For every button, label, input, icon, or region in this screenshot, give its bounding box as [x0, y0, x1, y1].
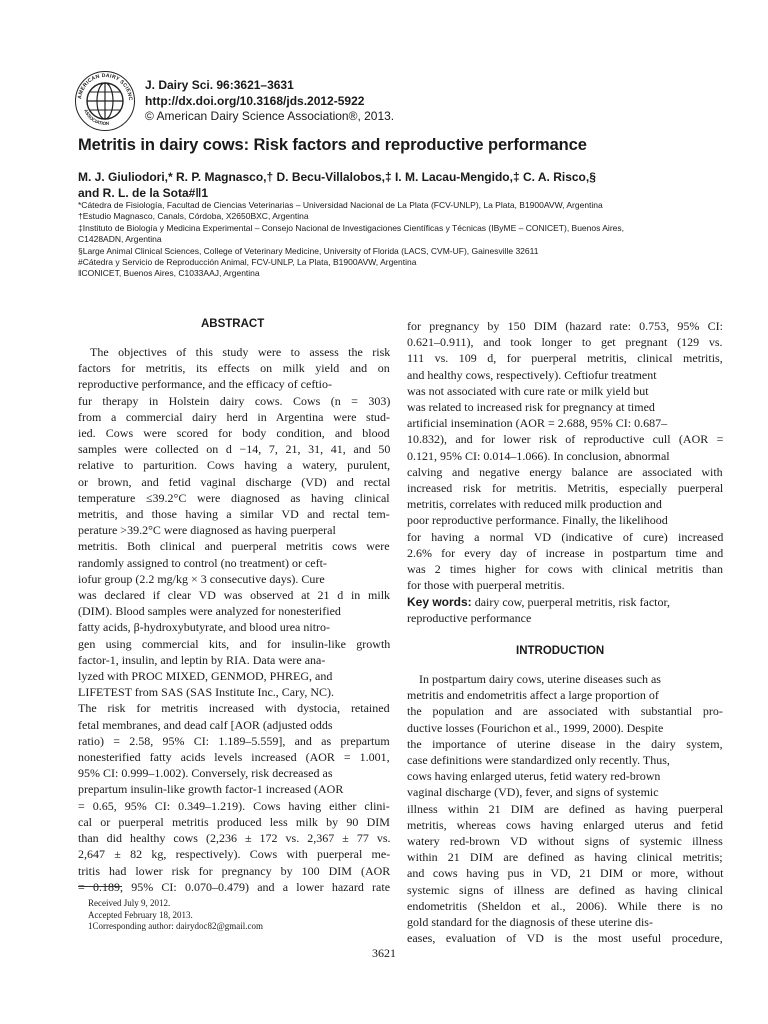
text-line: ductive losses (Fourichon et al., 1999, 2000). Despite [407, 720, 664, 735]
svg-text:ASSOCIATION: ASSOCIATION [83, 108, 110, 127]
keywords-line [407, 594, 723, 610]
svg-text:AMERICAN DAIRY SCIENCE: AMERICAN DAIRY SCIENC [77, 72, 134, 102]
affiliation-line: C1428ADN, Argentina [78, 234, 162, 245]
abstract-heading: ABSTRACT [201, 318, 265, 330]
copyright-notice: © American Dairy Science Association®, 2013. [145, 109, 395, 123]
text-line: 2.6% for every day of increase in postpartum time and [407, 545, 724, 560]
text-line: 0.121, 95% CI: 0.014–1.066). In conclusion, abnormal [407, 448, 670, 463]
text-line: In postpartum dairy cows, uterine diseases such as [419, 672, 661, 686]
journal-header [145, 78, 394, 125]
text-line: iofur group (2.2 mg/kg × 3 consecutive days). Cure [78, 571, 325, 586]
text-line: metritis, whereas cows having enlarged uterus and fetid [407, 817, 724, 832]
text-line: for having a normal VD (indicative of cure) increased [407, 529, 724, 544]
received-date: Received July 9, 2012. [88, 898, 171, 908]
text-line: systemic signs of illness are defined as having clinical [407, 882, 723, 897]
author-list [78, 169, 638, 201]
text-line: factors for metritis, its effects on milk yield and on [78, 361, 390, 376]
text-line: 2,647 ± 82 kg, respectively). Cows with puerperal me- [78, 847, 391, 862]
author-line: and R. L. de la Sota#ǁ1 [78, 186, 209, 200]
affiliation-line: §Large Animal Clinical Sciences, College of Veterinary Medicine, University of Florida (LACS, CVM-UF), Gainesville 32611 [78, 245, 539, 256]
text-line: case definitions were standardized only recently. Thus, [407, 753, 670, 768]
introduction-heading: INTRODUCTION [516, 645, 605, 657]
text-line: lyzed with PROC MIXED, GENMOD, PHREG, and [78, 669, 333, 684]
affiliation-line: ‡Instituto de Biología y Medicina Experimental – Consejo Nacional de Investigaciones Científicas y Técnicas (IByME – CONICET), Buenos Aires, [78, 222, 624, 233]
doi-link[interactable]: http://dx.doi.org/10.3168/jds.2012-5922 [145, 93, 365, 108]
text-line: reproductive performance, and the efficacy of ceftio- [78, 377, 332, 392]
text-line: the population and are associated with substantial pro- [407, 704, 723, 719]
text-line: randomly assigned to control (no treatment) or ceft- [78, 555, 327, 570]
author-line: M. J. Giuliodori,* R. P. Magnasco,† D. Becu-Villalobos,‡ I. M. Lacau-Mengido,‡ C. A. Risco,§ [78, 170, 596, 184]
affiliation-line: #Cátedra y Servicio de Reproducción Animal, FCV-UNLP, La Plata, B1900AVW, Argentina [78, 257, 417, 268]
text-line: from a commercial dairy herd in Argentina were stud- [78, 409, 391, 424]
text-line: the importance of uterine disease in the dairy system, [407, 736, 723, 751]
affiliation-line: ǁCONICET, Buenos Aires, C1033AAJ, Argentina [78, 268, 260, 279]
text-line: 111 vs. 109 d, for puerperal metritis, clinical metritis, [407, 351, 723, 366]
text-line: metritis and endometritis affect a large proportion of [407, 688, 659, 703]
text-line: = 0.65, 95% CI: 0.349–1.219). Cows having either clini- [78, 798, 390, 813]
text-line: was 2 times higher for cows with clinical metritis than [407, 562, 723, 577]
footnote-rule [78, 886, 122, 887]
text-line: = 0.189, 95% CI: 0.070–0.479) and a lower hazard rate [78, 879, 391, 894]
abstract-left-column [78, 344, 390, 895]
text-line: and healthy cows, respectively). Ceftiofur treatment [407, 367, 657, 382]
text-line: gen using commercial kits, and for insulin-like growth [78, 636, 391, 651]
text-line: metritis, correlates with reduced milk production and [407, 497, 662, 512]
text-line: gold standard for the diagnosis of these uterine dis- [407, 915, 653, 930]
journal-citation: J. Dairy Sci. 96:3621–3631 [145, 78, 294, 92]
text-line: samples were collected on d −14, 7, 21, 31, 41, and 50 [78, 442, 391, 457]
text-line: nonesterified fatty acids levels increased (AOR = 1.001, [78, 750, 390, 765]
keywords [407, 594, 723, 626]
text-line: perature >39.2°C were diagnosed as having puerperal [78, 523, 336, 538]
text-line: cows having enlarged uterus, fetid watery red-brown [407, 769, 661, 784]
text-line: or brown, and fetid vaginal discharge (VD) and rectal [78, 474, 391, 489]
text-line: metritis, and those having a similar VD and rectal tem- [78, 507, 390, 522]
text-line: than did healthy cows (2,236 ± 172 vs. 2,367 ± 77 vs. [78, 831, 391, 846]
text-line: was related to increased risk for pregnancy at timed [407, 400, 655, 415]
text-line: tritis had lower risk for pregnancy by 100 DIM (AOR [78, 863, 391, 878]
keywords-label: Key words: [407, 595, 472, 609]
page-number: 3621 [372, 946, 396, 960]
text-line: watery red-brown VD without signs of systemic illness [407, 834, 723, 849]
text-line: was not associated with cure rate or milk yield but [407, 383, 649, 398]
text-line: and cows having pus in VD, 21 DIM or more, without [407, 866, 724, 881]
text-line: LIFETEST from SAS (SAS Institute Inc., Cary, NC). [78, 685, 334, 700]
text-line: (DIM). Blood samples were analyzed for nonesterified [78, 604, 341, 619]
text-line: artificial insemination (AOR = 2.688, 95% CI: 0.687– [407, 416, 668, 431]
text-line: 10.832), and for lower risk of reproductive cull (AOR = [407, 432, 724, 447]
affiliation-line: †Estudio Magnasco, Canals, Córdoba, X2650BXC, Argentina [78, 211, 309, 222]
text-line: metritis. Both clinical and puerperal metritis cows were [78, 539, 390, 554]
text-line: fur therapy in Holstein dairy cows. Cows (n = 303) [78, 393, 391, 408]
text-line: illness within 21 DIM are defined as having puerperal [407, 801, 724, 816]
text-line: relative to parturition. Cows having a watery, purulent, [78, 458, 391, 473]
article-title: Metritis in dairy cows: Risk factors and reproductive performance [78, 136, 587, 154]
text-line: The risk for metritis increased with dystocia, retained [78, 701, 390, 716]
text-line: ied. Cows were scored for body condition, and blood [78, 426, 390, 441]
affiliation-line: *Cátedra de Fisiología, Facultad de Ciencias Veterinarias – Universidad Nacional de La Plata (FCV-UNLP), La Plata, B1900AVW, Argentina [78, 200, 603, 210]
text-line: for pregnancy by 150 DIM (hazard rate: 0.753, 95% CI: [407, 319, 723, 333]
text-line: The objectives of this study were to assess the risk [90, 345, 391, 359]
introduction-body [407, 671, 723, 946]
text-line: 95% CI: 0.999–1.002). Conversely, risk decreased as [78, 766, 333, 781]
keywords-text: dairy cow, puerperal metritis, risk factor, [474, 595, 671, 609]
keywords-line: reproductive performance [407, 611, 532, 626]
text-line: fetal membranes, and dead calf [AOR (adjusted odds [78, 717, 333, 732]
footnotes [88, 898, 263, 933]
text-line: within 21 DIM are defined as having clinical metritis; [407, 850, 723, 865]
text-line: fatty acids, β-hydroxybutyrate, and blood urea nitro- [78, 620, 331, 635]
ads-association-seal-logo [74, 70, 136, 132]
text-line: cal or puerperal metritis produced less milk by 90 DIM [78, 814, 390, 829]
text-line: factor-1, insulin, and leptin by RIA. Data were ana- [78, 652, 326, 667]
text-line: poor reproductive performance. Finally, the likelihood [407, 513, 668, 528]
text-line: 0.621–0.911), and took longer to get pregnant (129 vs. [407, 335, 723, 350]
text-line: vaginal discharge (VD), fever, and signs of systemic [407, 785, 659, 800]
text-line: for those with puerperal metritis. [407, 578, 565, 593]
text-line: ratio) = 2.58, 95% CI: 1.189–5.559], and as prepartum [78, 733, 390, 748]
accepted-date: Accepted February 18, 2013. [88, 909, 193, 920]
text-line: prepartum insulin-like growth factor-1 increased (AOR [78, 782, 344, 797]
corresponding-author: 1Corresponding author: dairydoc82@gmail.com [88, 921, 264, 931]
affiliations [78, 200, 728, 280]
text-line: endometritis (Sheldon et al., 2006). While there is no [407, 898, 723, 913]
text-line: calving and negative energy balance are associated with [407, 464, 723, 479]
text-line: was declared if clear VD was observed at 21 d in milk [78, 588, 391, 603]
text-line: increased risk for metritis. Metritis, especially puerperal [407, 481, 724, 496]
abstract-right-column [407, 318, 723, 593]
text-line: temperature ≤39.2°C were diagnosed as having clinical [78, 490, 390, 505]
text-line: eases, evaluation of VD is the most useful procedure, [407, 931, 723, 946]
